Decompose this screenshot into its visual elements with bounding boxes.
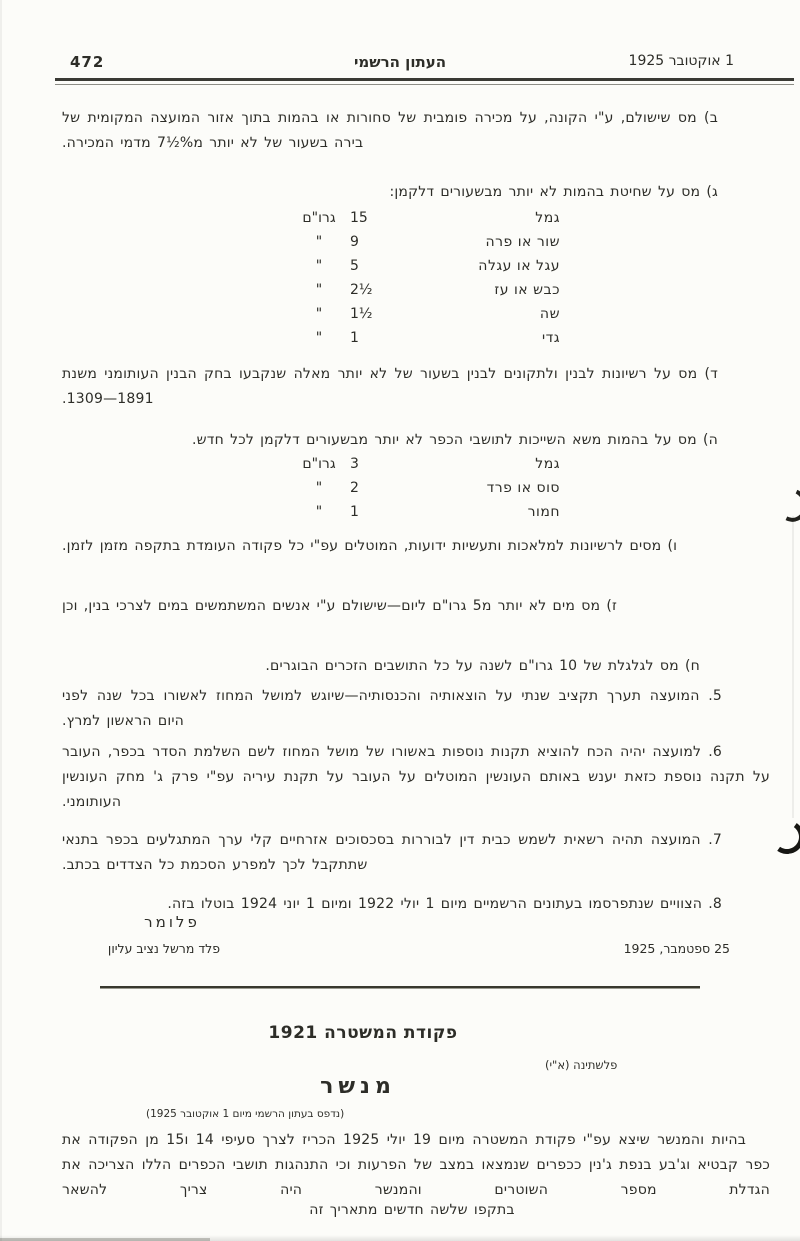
journal-title: העתון הרשמי [353,53,447,71]
table-row [288,452,560,476]
pack-animal-tax-table [288,452,560,524]
proclamation-body: בהיות והמנשר שיצא עפ"י פקודת המשטרה מיום 19 יולי 1925 הכריז לצרך סעיפי 14 ו15 מן הפקודה את כפר קבטיא וג'בע בנפת ג'נין ככפרים שנמצאו במצב של הפרעות וכי התנהגות תושבי הכפרים הללו הצריכה את הגדלת מספר השוטרים והמנשר היה צריך להשאר [62,1132,770,1198]
tax-unit: גרו"ם [302,456,336,472]
tax-value: 2 [350,480,359,496]
signature-date: 25 ספטמבר, 1925 [623,941,730,956]
proclamation-title: מנשר [320,1074,396,1099]
binder-hole-artifact-top [771,484,800,527]
paragraph-het-poll-tax: ח) מס לגלגלת של 10 גרו"ם לשנה על כל התושבים הזכרים הבוגרים. [265,658,700,674]
paragraph-e-pack-animals: ה) מס על בהמות משא השייכות לתושבי הכפר לא יותר מבשעורים דלקמן לכל חדש. [191,432,718,448]
paragraph-d-building-licences: ד) מס על רשיונות לבנין ולתקונים לבנין בשעור של לא יותר מאלה שנקבעו בחק הבנין העותומני משנת 1891—1309. [62,366,718,407]
animal-name: סוס או פרד [486,480,560,496]
paragraph-b-tail: מדמי המכירה. [62,135,157,151]
table-row [288,326,560,350]
signature-title: פלד מרשל נציב עליון [107,941,221,956]
paragraph-b-auction-tax [62,106,770,156]
page-number: 472 [70,53,105,71]
table-row [288,254,560,278]
scan-left-edge [0,0,2,1241]
police-ordinance-heading: פקודת המשטרה 1921 [268,1023,458,1043]
tax-value: 9 [350,234,359,250]
paragraph-b-text: ב) מס שישולם, ע"י הקונה, על מכירה פומבית של סחורות או בהמות בתוך אזור המועצה המקומית של בירה בשעור של לא יותר מ% [62,110,718,151]
table-row [288,206,560,230]
animal-name: חמור [527,504,560,520]
tax-value: 1 [350,330,359,346]
clause-5-budget: 5. המועצה תערך תקציב שנתי על הוצאותיה והכנסותיה—שיוגש למושל המחוז לאשורו בכל שנה לפני היום הראשון למרץ. [62,688,722,729]
signature-name: פלומר [144,913,200,931]
proclamation-body-last-line: בתקפו שלשה חדשים מתאריך זה [309,1202,515,1218]
ditto-mark: " [315,282,323,298]
animal-name: שה [539,306,560,322]
table-row [288,230,560,254]
ditto-mark: " [315,234,323,250]
header-rule-thin [55,84,794,85]
table-row [288,302,560,326]
header-rule-thick [55,78,794,81]
ditto-mark: " [315,504,323,520]
clause-8-revocation: 8. הצוויים שנתפרסמו בעתונים הרשמיים מיום 1 יולי 1922 ומיום 1 יוני 1924 בוטלו בזה. [167,896,722,912]
tax-rate-percent: 7½ [156,135,180,151]
ditto-mark: " [315,330,323,346]
clause-6-bylaws: 6. למועצה יהיה הכח להוציא תקנות נוספות באשורו של מושל המחוז לשם השלמת הסדר בכפר, העובר על תקנה נוספת כזאת יענש באותם העונשין המוטלים על העובר על תקנת עיריה עפ"י פרק ג' מחק העונשין העותומני. [62,744,770,810]
scan-streak [792,516,794,818]
tax-unit: גרו"ם [302,210,336,226]
animal-name: גדי [541,330,560,346]
ditto-mark: " [315,258,323,274]
table-row [288,278,560,302]
paragraph-g-slaughter-tax: ג) מס על שחיטת בהמות לא יותר מבשעורים דלקמן: [389,184,718,200]
ditto-mark: " [315,306,323,322]
animal-name: גמל [535,210,560,226]
section-divider [100,986,700,989]
clause-7-arbitration: 7. המועצה תהיה רשאית לשמש כבית דין לבוררות בסכסוכים אזרחיים קלי ערך המתגלעים בכפר בתנאי שתתקבל לכך למפרע הסכמת כל הצדדים בכתב. [62,832,722,873]
table-row [288,476,560,500]
print-note: (נדפס בעתון הרשמי מיום 1 אוקטובר 1925) [146,1108,345,1120]
tax-value: 2½ [350,282,373,298]
tax-value: 1½ [350,306,373,322]
region-label: פלשתינה (א"י) [545,1058,618,1072]
tax-value: 5 [350,258,359,274]
table-row [288,500,560,524]
paragraph-z-water-tax: ז) מס מים לא יותר מ5 גרו"ם ליום—שישולם ע"י אנשים המשתמשים במים לצרכי בנין, וכן [62,598,618,614]
issue-date: 1 אוקטובר 1925 [628,53,734,69]
animal-name: עגל או עגלה [478,258,560,274]
animal-name: שור או פרה [485,234,560,250]
animal-name: גמל [535,456,560,472]
slaughter-tax-table [288,206,560,350]
tax-value: 1 [350,504,359,520]
ditto-mark: " [315,480,323,496]
tax-value: 3 [350,456,359,472]
animal-name: כבש או עז [494,282,560,298]
tax-value: 15 [350,210,368,226]
binder-hole-artifact-bottom [767,817,800,856]
paragraph-f-trade-licences: ו) מסים לרשיונות למלאכות ותעשיות ידועות, המוטלים עפ"י כל פקודה העומדת בתקפה מזמן לזמן. [62,538,678,554]
